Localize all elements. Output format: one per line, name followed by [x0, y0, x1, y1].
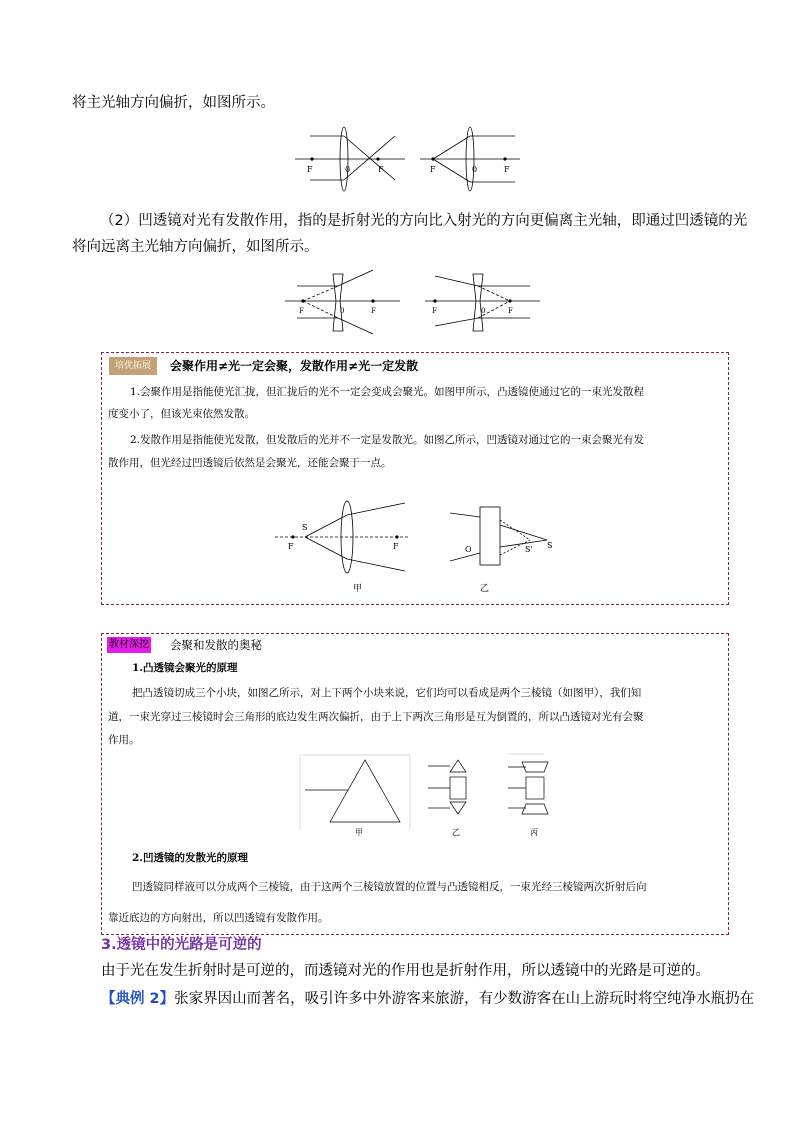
example-label: 【典例 2】 — [101, 991, 175, 1007]
origin-label: 0 — [340, 307, 345, 315]
focus-label: F — [504, 165, 510, 174]
textbook-p2-line1: 凹透镜同样液可以分成两个三棱镜，由于这两个三棱镜放置的位置与凸透镜相反，一束光经三棱镜两次折射后向 — [132, 881, 647, 893]
caption-yi: 乙 — [452, 828, 460, 837]
caption-jia: 甲 — [353, 584, 363, 594]
example-line — [101, 988, 754, 1010]
focus-label: F — [371, 307, 376, 315]
textbook-p1-line1: 把凸透镜切成三个小块，如图乙所示，对上下两个小块来说，它们均可以看成是两个三棱镜（如图甲），我们知 — [132, 687, 642, 699]
origin-label: 0 — [345, 165, 351, 174]
focus-label: F — [299, 307, 304, 315]
focus-label: F — [288, 542, 294, 551]
source-label: S — [302, 523, 308, 532]
focus-label: F — [430, 165, 436, 174]
point-o-label: O — [465, 545, 472, 554]
textbook-tag: 教材深挖 — [107, 637, 151, 653]
focus-label: F — [508, 307, 513, 315]
caption-yi: 乙 — [480, 584, 490, 594]
extension-p1-line2: 度变小了，但该光束依然发散。 — [108, 408, 255, 420]
focus-label: F — [378, 165, 384, 174]
para2-line1: （2）凹透镜对光有发散作用，指的是折射光的方向比入射光的方向更偏离主光轴，即通过凹透镜的光 — [100, 213, 748, 229]
extension-p2-line2: 散作用，但光经过凹透镜后依然是会聚光，还能会聚于一点。 — [108, 457, 392, 469]
convex-lens-figure — [290, 122, 530, 192]
section3-text: 由于光在发生折射时是可逆的，而透镜对光的作用也是折射作用，所以透镜中的光路是可逆的。 — [101, 963, 710, 979]
focus-label: F — [393, 542, 399, 551]
extension-p2-line1: 2.发散作用是指能使光发散，但发散后的光并不一定是发散光。如图乙所示，凹透镜对通过它的一束会聚光有发 — [130, 434, 645, 446]
textbook-h2: 2.凹透镜的发散光的原理 — [132, 852, 248, 864]
textbook-h1: 1.凸透镜会聚光的原理 — [132, 662, 238, 674]
extension-tag: 培优拓展 — [109, 357, 157, 375]
textbook-p1-line2: 道，一束光穿过三棱镜时会三角形的底边发生两次偏折，由于上下两次三角形是互为倒置的，所以凸透镜对光有会聚 — [108, 711, 644, 723]
caption-bing: 丙 — [530, 828, 538, 837]
extension-p1-line1: 1.会聚作用是指能使光汇拢，但汇拢后的光不一定会变成会聚光。如图甲所示，凸透镜使通过它的一束光发散程 — [130, 386, 645, 398]
focus-label: F — [307, 165, 313, 174]
example-text: 张家界因山而著名，吸引许多中外游客来旅游，有少数游客在山上游玩时将空纯净水瓶扔在 — [174, 991, 755, 1007]
para2-line2: 将向远离主光轴方向偏折，如图所示。 — [72, 239, 319, 255]
box1-figures — [275, 495, 575, 600]
section3-title: 3.透镜中的光路是可逆的 — [101, 937, 262, 953]
origin-label: 0 — [472, 165, 478, 174]
extension-title: 会聚作用≠光一定会聚，发散作用≠光一定发散 — [170, 359, 419, 373]
textbook-p1-line3: 作用。 — [108, 734, 140, 746]
concave-lens-figure — [285, 266, 545, 346]
intro-line: 将主光轴方向偏折，如图所示。 — [72, 95, 275, 111]
textbook-title: 会聚和发散的奥秘 — [170, 638, 262, 652]
image-label: S' — [525, 545, 533, 554]
textbook-p2-line2: 靠近底边的方向射出，所以凹透镜有发散作用。 — [108, 912, 329, 924]
focus-label: F — [432, 307, 437, 315]
caption-jia: 甲 — [355, 828, 363, 837]
source-label: S — [547, 541, 553, 550]
origin-label: 0 — [481, 307, 486, 315]
prism-figures — [300, 752, 575, 842]
